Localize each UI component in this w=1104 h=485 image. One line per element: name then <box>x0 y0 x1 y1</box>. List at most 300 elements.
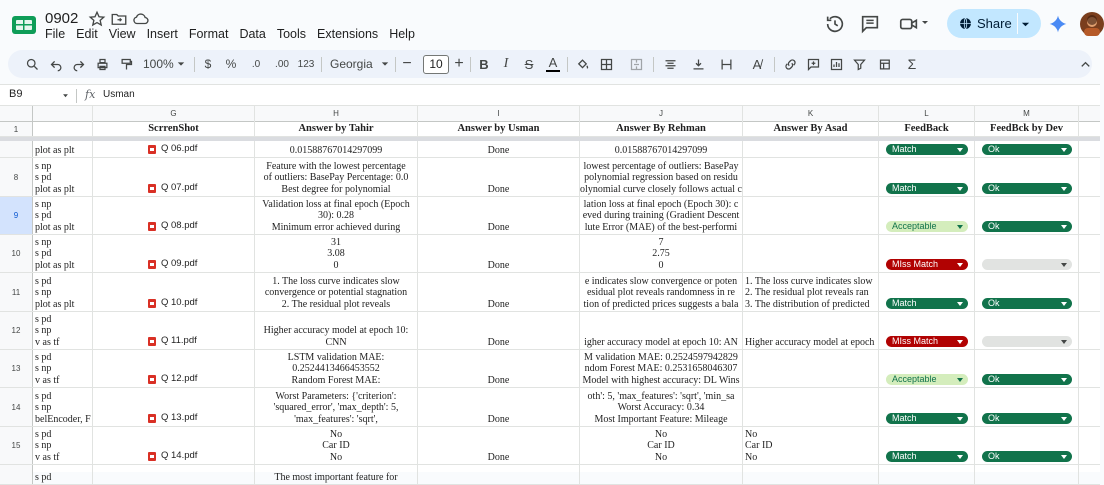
dropdown-arrow-icon <box>957 378 963 382</box>
cell-f[interactable] <box>33 388 93 426</box>
cell-screenshot[interactable] <box>93 235 255 272</box>
cell-f[interactable] <box>33 427 93 464</box>
cell-line: s pd <box>35 172 52 183</box>
header-cell-feedback-dev[interactable]: FeedBck by Dev <box>975 122 1079 136</box>
cell-h[interactable] <box>255 427 418 464</box>
cell-i[interactable] <box>418 141 580 157</box>
cell-text <box>580 391 742 426</box>
dev-feedback-dropdown[interactable] <box>982 259 1072 270</box>
collapse-toolbar-icon[interactable] <box>1078 50 1092 78</box>
cell-feedback[interactable] <box>879 465 975 484</box>
cell-j[interactable] <box>580 141 743 157</box>
dev-feedback-dropdown[interactable] <box>982 413 1072 424</box>
cell-text <box>35 391 92 426</box>
insert-link-icon[interactable] <box>780 50 800 78</box>
dev-feedback-dropdown[interactable] <box>982 374 1072 385</box>
cell-line: Done <box>487 451 510 463</box>
dev-feedback-dropdown[interactable] <box>982 183 1072 194</box>
cell-text <box>745 337 878 349</box>
row-number[interactable]: 10 <box>0 235 33 272</box>
toolbar <box>8 50 1092 78</box>
cell-j[interactable] <box>580 197 743 234</box>
zoom-value: 100% <box>142 57 174 71</box>
cell-screenshot[interactable] <box>93 388 255 426</box>
pdf-file-chip[interactable] <box>148 450 197 462</box>
cell-feedback-dev[interactable] <box>975 141 1079 157</box>
search-menus-icon[interactable] <box>22 50 42 78</box>
percent-format-button[interactable]: % <box>225 57 237 71</box>
header-cell-answer-rehman[interactable]: Answer By Rehman <box>580 122 743 136</box>
cell-line: Done <box>487 374 510 386</box>
cell-h[interactable] <box>255 312 418 349</box>
star-icon[interactable] <box>88 10 106 28</box>
cell-h[interactable] <box>255 141 418 157</box>
name-box-dropdown-icon[interactable] <box>62 93 69 99</box>
column-header-f[interactable] <box>33 106 93 122</box>
cell-line: Done <box>487 221 510 233</box>
vertical-align-icon[interactable] <box>686 50 710 78</box>
pdf-icon <box>148 337 156 346</box>
table-row <box>0 158 1100 197</box>
cell-feedback[interactable] <box>879 197 975 234</box>
bold-button[interactable]: B <box>479 56 489 72</box>
cell-screenshot[interactable] <box>93 141 255 157</box>
cell-text <box>580 337 742 349</box>
dev-feedback-dropdown[interactable] <box>982 336 1072 347</box>
feedback-dropdown[interactable] <box>886 336 968 347</box>
cell-line: 30): 0.28 <box>317 210 355 221</box>
cell-j[interactable] <box>580 388 743 426</box>
cell-text <box>745 429 878 464</box>
dropdown-value: Ok <box>988 451 1000 461</box>
feedback-dropdown[interactable] <box>886 259 968 270</box>
dropdown-arrow-icon <box>957 340 963 344</box>
strikethrough-button[interactable]: S <box>524 56 534 72</box>
cell-line: Feature with the lowest percentage <box>266 160 406 172</box>
feedback-dropdown[interactable] <box>886 413 968 424</box>
feedback-dropdown[interactable] <box>886 221 968 232</box>
cell-text <box>418 337 579 349</box>
cell-text <box>35 352 92 387</box>
cell-feedback-dev[interactable] <box>975 312 1079 349</box>
cell-j[interactable] <box>580 312 743 349</box>
row-number[interactable]: 1 <box>0 122 33 136</box>
cell-text <box>255 276 417 311</box>
row-number[interactable]: 15 <box>0 427 33 464</box>
cell-f[interactable] <box>33 273 93 311</box>
pdf-file-name: Q 08.pdf <box>161 220 198 232</box>
dropdown-value: Ok <box>988 144 1000 154</box>
cloud-status-icon[interactable] <box>132 10 150 28</box>
cell-k[interactable] <box>743 158 879 196</box>
cell-text <box>580 429 742 464</box>
row-number[interactable] <box>0 141 33 157</box>
feedback-dropdown[interactable] <box>886 183 968 194</box>
cell-f[interactable] <box>33 197 93 234</box>
share-dropdown-icon[interactable] <box>1021 20 1030 29</box>
cell-feedback[interactable] <box>879 235 975 272</box>
italic-button[interactable]: I <box>503 56 509 71</box>
dropdown-value: Match <box>892 144 917 154</box>
version-history-icon[interactable] <box>824 13 846 35</box>
cell-line: plot as plt <box>35 298 75 310</box>
menu-help[interactable]: Help <box>389 27 415 41</box>
cell-screenshot[interactable] <box>93 350 255 387</box>
filter-views-icon[interactable] <box>872 50 898 78</box>
increase-font-size-button[interactable]: + <box>454 55 464 72</box>
redo-icon[interactable] <box>68 50 88 78</box>
cell-f[interactable] <box>33 158 93 196</box>
cell-f[interactable] <box>33 312 93 349</box>
formula-divider <box>76 89 77 103</box>
cell-j[interactable] <box>580 465 743 484</box>
user-avatar[interactable] <box>1080 12 1104 36</box>
row-number[interactable]: 9 <box>0 197 33 234</box>
pdf-icon <box>148 452 156 461</box>
cell-line: No <box>745 451 758 463</box>
header-cell-f[interactable] <box>33 122 93 136</box>
cell-screenshot[interactable] <box>93 465 255 484</box>
cell-line: The most important feature for <box>274 471 398 483</box>
cell-screenshot[interactable] <box>93 158 255 196</box>
row-number[interactable]: 14 <box>0 388 33 426</box>
row-number[interactable]: 12 <box>0 312 33 349</box>
menu-file[interactable]: File <box>45 27 66 41</box>
meet-dropdown-icon[interactable] <box>920 18 930 28</box>
feedback-dropdown[interactable] <box>886 298 968 309</box>
cell-i[interactable] <box>418 273 580 311</box>
cell-k[interactable] <box>743 273 879 311</box>
cell-h[interactable] <box>255 273 418 311</box>
cell-screenshot[interactable] <box>93 427 255 464</box>
pdf-icon <box>148 299 156 308</box>
column-header-k[interactable]: K <box>743 106 879 122</box>
cell-line: olynomial curve closely follows actual c <box>580 183 742 195</box>
cell-line: ndom Forest MAE: 0.2531658046307 <box>584 363 738 374</box>
pdf-file-name: Q 13.pdf <box>161 412 198 424</box>
zoom-select[interactable] <box>140 50 188 78</box>
header-cell-feedback[interactable]: FeedBack <box>879 122 975 136</box>
table-row <box>0 141 1100 158</box>
cell-line: 1. The loss curve indicates slow <box>272 275 400 287</box>
functions-button[interactable]: Σ <box>907 56 917 72</box>
cell-feedback[interactable] <box>879 158 975 196</box>
cell-screenshot[interactable] <box>93 312 255 349</box>
cell-i[interactable] <box>418 427 580 464</box>
cell-line: Higher accuracy model at epoch <box>745 336 875 348</box>
feedback-dropdown[interactable] <box>886 374 968 385</box>
cell-text <box>745 276 878 311</box>
pdf-file-name: Q 12.pdf <box>161 373 198 385</box>
cell-k[interactable] <box>743 235 879 272</box>
cell-i[interactable] <box>418 312 580 349</box>
dropdown-arrow-icon <box>1061 378 1067 382</box>
feedback-dropdown[interactable] <box>886 451 968 462</box>
formula-input[interactable]: Usman <box>103 89 135 100</box>
menu-tools[interactable]: Tools <box>276 27 307 41</box>
cell-i[interactable] <box>418 158 580 196</box>
cell-text <box>418 184 579 196</box>
pdf-file-chip[interactable] <box>148 335 197 347</box>
cell-line: s pd <box>35 351 52 363</box>
cell-feedback-dev[interactable] <box>975 158 1079 196</box>
formula-bar <box>0 84 1100 106</box>
cell-feedback-dev[interactable] <box>975 388 1079 426</box>
cell-line: s pd <box>35 248 52 259</box>
cell-feedback-dev[interactable] <box>975 197 1079 234</box>
cell-j[interactable] <box>580 427 743 464</box>
cell-i[interactable] <box>418 388 580 426</box>
cell-f[interactable] <box>33 350 93 387</box>
cell-h[interactable] <box>255 158 418 196</box>
cell-feedback[interactable] <box>879 273 975 311</box>
cell-text <box>580 145 742 157</box>
cell-line: s np <box>35 160 52 172</box>
cell-text <box>255 352 417 387</box>
cell-j[interactable] <box>580 350 743 387</box>
cell-f[interactable] <box>33 465 93 484</box>
cell-feedback-dev[interactable] <box>975 273 1079 311</box>
dropdown-arrow-icon <box>957 263 963 267</box>
pdf-file-chip[interactable] <box>148 297 197 309</box>
cell-k[interactable] <box>743 141 879 157</box>
pdf-file-chip[interactable] <box>148 143 197 155</box>
borders-icon[interactable] <box>596 50 616 78</box>
dropdown-arrow-icon <box>1061 302 1067 306</box>
feedback-dropdown[interactable] <box>886 144 968 155</box>
row-number[interactable]: 13 <box>0 350 33 387</box>
font-size-input[interactable]: 10 <box>423 55 449 74</box>
font-family-select[interactable] <box>326 50 390 78</box>
pdf-icon <box>148 145 156 154</box>
cell-line: s np <box>35 287 52 298</box>
table-row <box>0 427 1100 465</box>
number-format-button[interactable]: 123 <box>297 58 315 70</box>
cell-line: s pd <box>35 275 52 287</box>
cell-text <box>35 161 92 196</box>
cell-feedback-dev[interactable] <box>975 465 1079 484</box>
cell-k[interactable] <box>743 350 879 387</box>
pdf-file-name: Q 06.pdf <box>161 143 198 155</box>
row-number[interactable]: 11 <box>0 273 33 311</box>
cell-screenshot[interactable] <box>93 273 255 311</box>
meet-video-icon[interactable] <box>898 13 920 35</box>
select-all-corner[interactable] <box>0 106 33 122</box>
header-cell-screenshot[interactable]: ScrrenShot <box>93 122 255 136</box>
toolbar-divider <box>653 57 654 72</box>
menu-insert[interactable]: Insert <box>146 27 178 41</box>
cell-i[interactable] <box>418 350 580 387</box>
filter-icon[interactable] <box>849 50 869 78</box>
pdf-file-chip[interactable] <box>148 373 197 385</box>
decrease-decimal-button[interactable]: .0 <box>251 58 261 70</box>
cell-k[interactable] <box>743 465 879 484</box>
cell-j[interactable] <box>580 235 743 272</box>
share-button[interactable] <box>947 9 1041 38</box>
cell-feedback-dev[interactable] <box>975 427 1079 464</box>
cell-text <box>418 414 579 426</box>
menu-data[interactable]: Data <box>239 27 266 41</box>
cell-line: 2.75 <box>652 248 670 259</box>
dev-feedback-dropdown[interactable] <box>982 298 1072 309</box>
cell-text <box>580 161 742 196</box>
cell-feedback[interactable] <box>879 312 975 349</box>
row-number[interactable]: 8 <box>0 158 33 196</box>
pdf-file-name: Q 14.pdf <box>161 450 198 462</box>
fx-icon: fx <box>85 88 96 101</box>
cell-h[interactable] <box>255 197 418 234</box>
cell-text <box>580 352 742 387</box>
pdf-icon <box>148 184 156 193</box>
dev-feedback-dropdown[interactable] <box>982 221 1072 232</box>
currency-format-button[interactable]: $ <box>204 57 212 71</box>
globe-icon <box>959 17 972 30</box>
paint-format-icon[interactable] <box>116 50 136 78</box>
dropdown-value: Acceptable <box>892 221 937 231</box>
cell-feedback-dev[interactable] <box>975 235 1079 272</box>
cell-line: lowest percentage of outliers: BasePay <box>583 160 739 172</box>
header-row <box>0 122 1100 137</box>
dev-feedback-dropdown[interactable] <box>982 451 1072 462</box>
insert-comment-icon[interactable] <box>803 50 823 78</box>
cell-text <box>418 375 579 387</box>
column-header-m[interactable]: M <box>975 106 1079 122</box>
cell-feedback[interactable] <box>879 388 975 426</box>
menu-extensions[interactable]: Extensions <box>317 27 379 41</box>
dropdown-value: MIss Match <box>892 259 939 269</box>
cell-h[interactable] <box>255 235 418 272</box>
cell-text <box>418 145 579 157</box>
insert-chart-icon[interactable] <box>826 50 846 78</box>
cell-line: 1. The loss curve indicates slow <box>745 275 873 287</box>
cell-feedback[interactable] <box>879 427 975 464</box>
cell-line: 3.08 <box>327 248 345 259</box>
increase-decimal-button[interactable]: .00 <box>275 58 289 70</box>
cell-j[interactable] <box>580 158 743 196</box>
cell-line: Done <box>487 183 510 195</box>
cell-k[interactable] <box>743 197 879 234</box>
cell-feedback[interactable] <box>879 350 975 387</box>
cell-k[interactable] <box>743 312 879 349</box>
column-header-i[interactable]: I <box>418 106 580 122</box>
column-header-g[interactable]: G <box>93 106 255 122</box>
cell-line: 'squared_error', 'max_depth': 5, <box>273 402 399 413</box>
row-number[interactable] <box>0 465 33 484</box>
dev-feedback-dropdown[interactable] <box>982 144 1072 155</box>
cell-screenshot[interactable] <box>93 197 255 234</box>
cell-text <box>255 237 417 272</box>
print-icon[interactable] <box>92 50 112 78</box>
cell-line: oth': 5, 'max_features': 'sqrt', 'min_sa <box>587 390 735 402</box>
cell-text <box>255 145 417 157</box>
share-divider <box>1017 13 1018 34</box>
comments-icon[interactable] <box>859 13 881 35</box>
dropdown-value: Ok <box>988 221 1000 231</box>
cell-h[interactable] <box>255 465 418 484</box>
column-header-j[interactable]: J <box>580 106 743 122</box>
column-header-h[interactable]: H <box>255 106 418 122</box>
cell-line: convergence or potential stagnation <box>264 287 408 298</box>
title-bar <box>0 0 1100 48</box>
pdf-file-name: Q 10.pdf <box>161 297 198 309</box>
cell-line: LSTM validation MAE: <box>287 351 385 363</box>
cell-feedback[interactable] <box>879 141 975 157</box>
cell-feedback-dev[interactable] <box>975 350 1079 387</box>
cell-line: Done <box>487 144 510 156</box>
cell-text <box>580 237 742 272</box>
table-row <box>0 312 1100 350</box>
move-folder-icon[interactable] <box>110 10 128 28</box>
text-wrapping-icon[interactable] <box>714 50 738 78</box>
undo-icon[interactable] <box>46 50 66 78</box>
horizontal-align-icon[interactable] <box>658 50 682 78</box>
cell-line: e indicates slow convergence or poten <box>584 275 738 287</box>
cell-line: No <box>654 428 668 440</box>
pdf-file-chip[interactable] <box>148 412 197 424</box>
decrease-font-size-button[interactable]: − <box>402 55 412 72</box>
cell-line: plot as plt <box>35 144 75 156</box>
dropdown-value: Acceptable <box>892 374 937 384</box>
cell-i[interactable] <box>418 465 580 484</box>
cell-text <box>255 391 417 426</box>
pdf-file-chip[interactable] <box>148 258 197 270</box>
gemini-sparkle-icon[interactable] <box>1048 14 1068 34</box>
pdf-file-chip[interactable] <box>148 182 197 194</box>
text-rotation-button[interactable]: A̸ <box>752 56 762 72</box>
cell-line: Worst Parameters: {'criterion': <box>275 390 397 402</box>
cell-line: s np <box>35 198 52 210</box>
cell-j[interactable] <box>580 273 743 311</box>
dropdown-value: Ok <box>988 183 1000 193</box>
cell-line: plot as plt <box>35 221 75 233</box>
table-row <box>0 197 1100 235</box>
cell-line: CNN <box>325 336 347 348</box>
menu-view[interactable]: View <box>108 27 136 41</box>
header-cell-answer-usman[interactable]: Answer by Usman <box>418 122 580 136</box>
cell-k[interactable] <box>743 427 879 464</box>
pdf-icon <box>148 260 156 269</box>
cell-h[interactable] <box>255 350 418 387</box>
cell-line: s np <box>35 325 52 336</box>
cell-line: 7 <box>658 236 664 248</box>
dropdown-arrow-icon <box>1061 225 1067 229</box>
cell-k[interactable] <box>743 388 879 426</box>
menu-format[interactable]: Format <box>188 27 229 41</box>
header-cell-answer-tahir[interactable]: Answer by Tahir <box>255 122 418 136</box>
cell-i[interactable] <box>418 197 580 234</box>
document-title[interactable]: 0902 <box>45 10 79 27</box>
fill-color-icon[interactable] <box>572 50 592 78</box>
menu-edit[interactable]: Edit <box>76 27 98 41</box>
pdf-file-chip[interactable] <box>148 220 197 232</box>
header-cell-answer-asad[interactable]: Answer By Asad <box>743 122 879 136</box>
cell-f[interactable] <box>33 235 93 272</box>
cell-line: Validation loss at final epoch (Epoch <box>262 198 410 210</box>
cell-i[interactable] <box>418 235 580 272</box>
merge-cells-icon[interactable] <box>621 50 651 78</box>
dropdown-arrow-icon <box>1061 263 1067 267</box>
cell-line: lute Error (MAE) of the best-performi <box>584 221 738 233</box>
cell-h[interactable] <box>255 388 418 426</box>
sheets-logo-icon[interactable] <box>12 14 36 36</box>
text-color-button[interactable]: A <box>543 50 563 78</box>
name-box[interactable]: B9 <box>9 88 23 100</box>
cell-line: Most Important Feature: Mileage <box>594 413 728 425</box>
cell-line: Higher accuracy model at epoch 10: <box>263 325 409 336</box>
cell-f[interactable] <box>33 141 93 157</box>
dropdown-value: Ok <box>988 413 1000 423</box>
column-header-l[interactable]: L <box>879 106 975 122</box>
